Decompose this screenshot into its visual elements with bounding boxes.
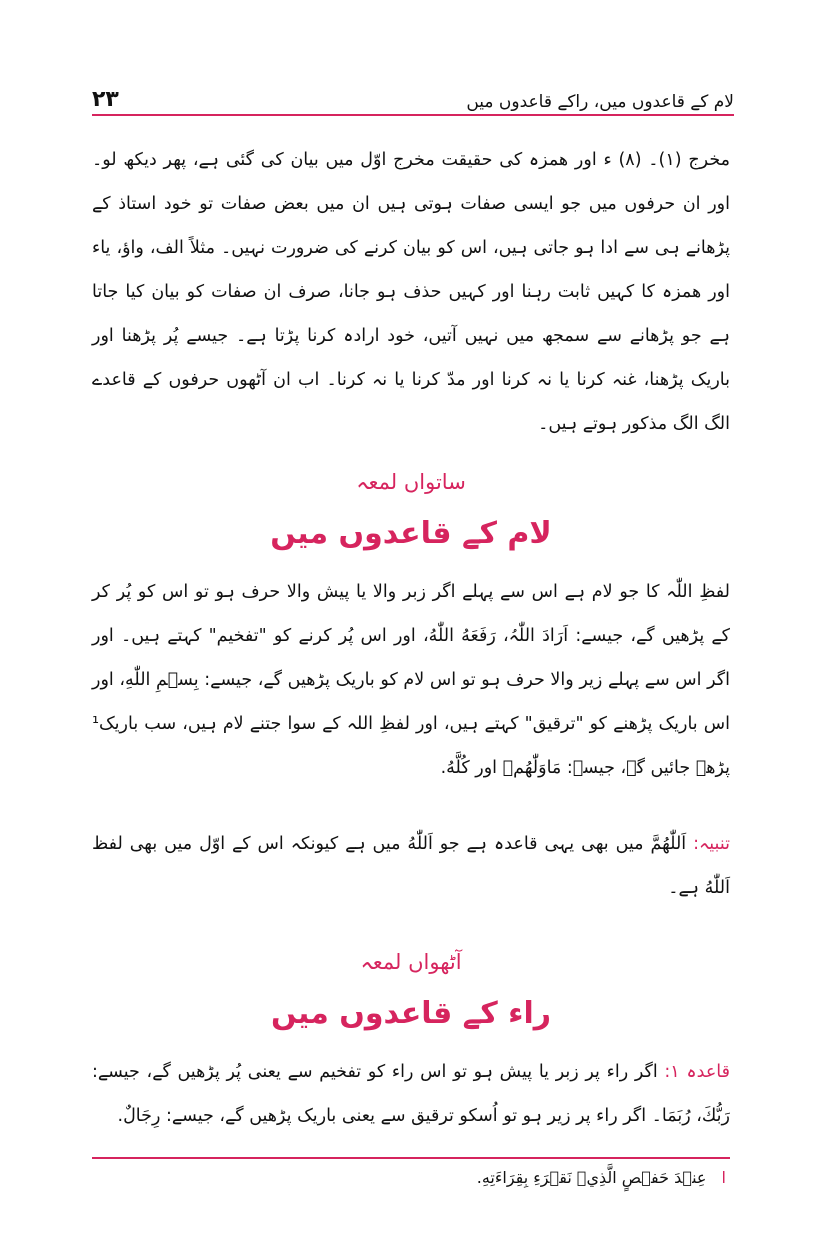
section-8-subtitle: آٹھواں لمعہ bbox=[360, 950, 462, 974]
page-header bbox=[92, 78, 734, 112]
section-8-rule bbox=[92, 1050, 730, 1138]
section-7-title: لام کے قاعدوں میں bbox=[270, 516, 552, 551]
header-rule bbox=[92, 114, 734, 116]
section-7-paragraph: لفظِ اللّٰہ کا جو لام ہے اس سے پہلے اگر زبر والا یا پیش والا حرف ہو تو اس کو پُر کر کے پڑھیں گے، جیسے: اَرَادَ اللّٰہُ، رَفَعَهُ اللّٰهُ، اور اس پُر کرنے کو "تفخیم" کہتے ہیں۔ اور اگر اس سے پہلے زیر والا حرف ہو تو اس لام کو باریک پڑھیں گے، جیسے: بِسۡمِ اللّٰهِ، اور اس باریک پڑھنے کو "ترقیق" کہتے ہیں، اور لفظِ اللہ کے سوا جتنے لام ہیں، سب باریک¹ پڑھے جائیں گے، جیسے: مَاوَلّٰهُمۡ اور كُلَّهُ. bbox=[92, 582, 730, 778]
page-number: ۲۳ bbox=[92, 87, 119, 112]
footnote-text: عِنۡدَ حَفۡصٍ الَّذِيۡ نَقۡرَءِ بِقِرَاءَتِهِ. bbox=[476, 1168, 707, 1187]
rule-text: اگر راء پر زبر یا پیش ہو تو اس راء کو تفخیم سے یعنی پُر پڑھیں گے، جیسے: رَبُّكَ، رُبَمَا۔ اگر راء پر زیر ہو تو اُسکو ترقیق سے یعنی باریک پڑھیں گے، جیسے: رِجَالٌ. bbox=[92, 1062, 730, 1126]
section-7-note bbox=[92, 822, 730, 910]
footnote-marker: ا bbox=[721, 1168, 726, 1187]
note-label: تنبیہ: bbox=[693, 834, 730, 854]
intro-paragraph: مخرج (۱)۔ (۸) ء اور ھمزہ کی حقیقت مخرج اوّل میں بیان کی گئی ہے، پھر دیکھ لو۔ اور ان حرفوں میں جو ایسی صفات ہوتی ہیں ان میں بعض صفات تو خود استاذ کے پڑھانے ہی سے ادا ہو جاتی ہیں، اس کو بیان کرنے کی ضرورت نہیں۔ مثلاً الف، واؤ، یاء اور ھمزہ کا کہیں ثابت رہنا اور کہیں حذف ہو جانا، صرف ان صفات کو بیان کیا جاتا ہے جو پڑھانے سے سمجھ میں نہیں آتیں، خود ارادہ کرنا پڑتا ہے۔ جیسے پُر پڑھنا اور باریک پڑھنا، غنہ کرنا یا نہ کرنا اور مدّ کرنا یا نہ کرنا۔ اب ان آٹھوں حرفوں کے قاعدے الگ الگ مذکور ہوتے ہیں۔ bbox=[92, 150, 730, 434]
running-title: لام کے قاعدوں میں، راکے قاعدوں میں bbox=[466, 92, 734, 112]
rule-label: قاعدہ ۱: bbox=[664, 1062, 730, 1082]
footnote-rule bbox=[92, 1157, 730, 1159]
note-text: اَللّٰهُمَّ میں بھی یہی قاعدہ ہے جو اَللّٰهُ میں ہے کیونکہ اس کے اوّل میں بھی لفظ اَللّٰهُ ہے۔ bbox=[92, 834, 730, 898]
footnote bbox=[92, 1168, 726, 1187]
section-7-subtitle: ساتواں لمعہ bbox=[356, 470, 466, 494]
section-8-title: راء کے قاعدوں میں bbox=[270, 996, 552, 1031]
